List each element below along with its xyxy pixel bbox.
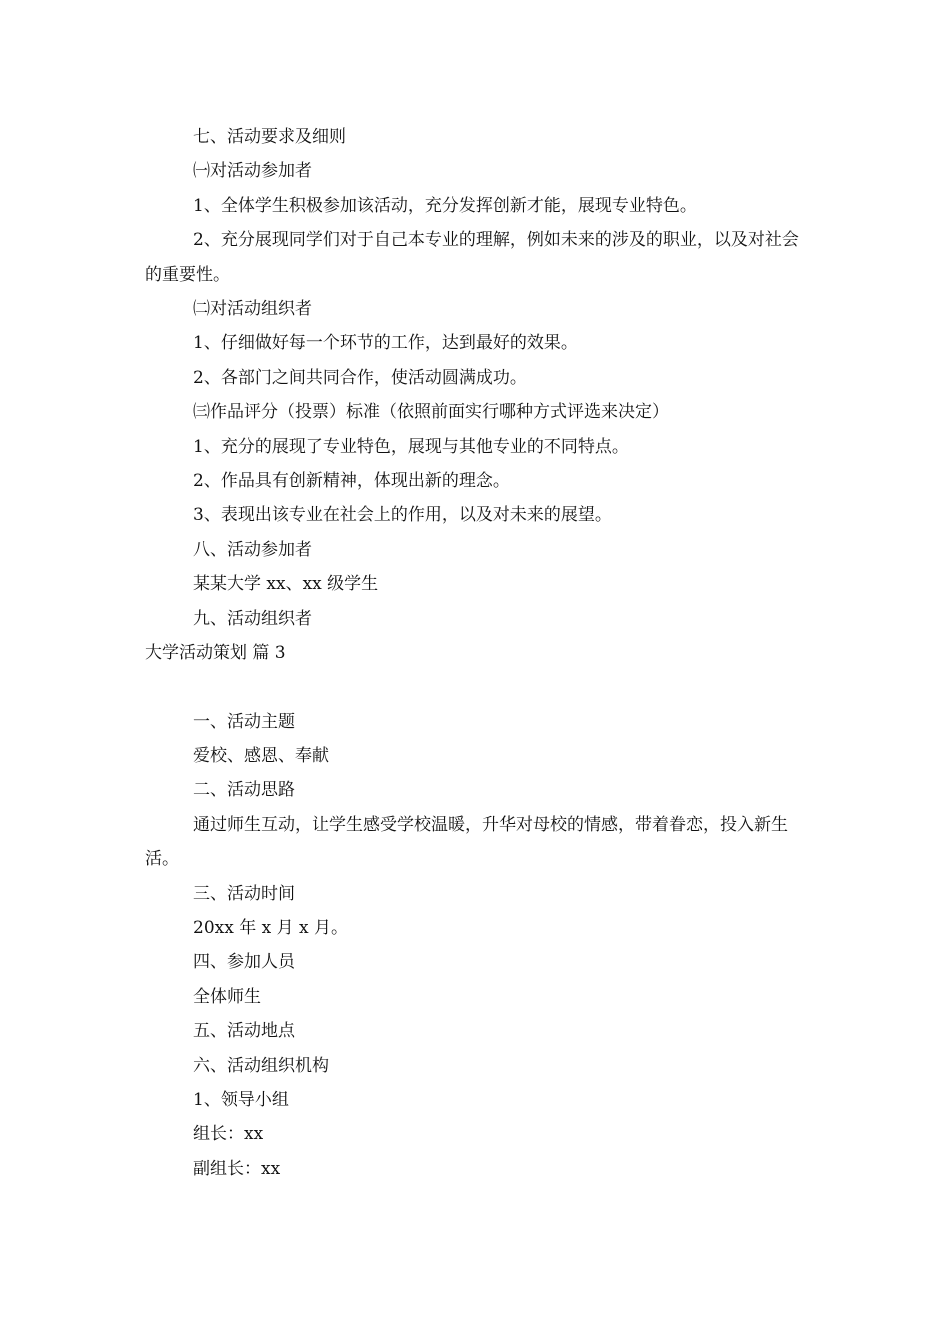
paragraph-line: 四、参加人员 — [193, 952, 295, 973]
paragraph-line: 某某大学 xx、xx 级学生 — [193, 574, 379, 595]
paragraph-line: 二、活动思路 — [193, 780, 295, 801]
paragraph-line: 五、活动地点 — [193, 1021, 295, 1042]
section-activity-requirements — [145, 120, 805, 636]
paragraph-line: 副组长：xx — [193, 1158, 281, 1179]
paragraph-line: 一、活动主题 — [193, 711, 295, 732]
paragraph-line: 1、仔细做好每一个环节的工作，达到最好的效果。 — [193, 333, 578, 354]
section-activity-plan-3 — [145, 705, 805, 1187]
paragraph-line: 2、充分展现同学们对于自己本专业的理解，例如未来的涉及的职业，以及对社会的重要性。 — [145, 230, 799, 285]
paragraph-line: 六、活动组织机构 — [193, 1055, 329, 1076]
paragraph-line: ㈡对活动组织者 — [193, 299, 312, 320]
paragraph-line: 1、全体学生积极参加该活动，充分发挥创新才能，展现专业特色。 — [193, 195, 697, 216]
paragraph-line: ㈢作品评分（投票）标准（依照前面实行哪种方式评选来决定） — [193, 402, 669, 423]
document-body — [145, 120, 805, 1186]
blank-line — [145, 671, 805, 705]
paragraph-line: 3、表现出该专业在社会上的作用，以及对未来的展望。 — [193, 505, 612, 526]
paragraph-line: 八、活动参加者 — [193, 539, 312, 560]
paragraph-line: 组长：xx — [193, 1124, 264, 1145]
section-heading: 大学活动策划 篇 3 — [145, 643, 286, 664]
paragraph-line: 三、活动时间 — [193, 883, 295, 904]
paragraph-line: 1、充分的展现了专业特色，展现与其他专业的不同特点。 — [193, 436, 629, 457]
paragraph-line: 2、各部门之间共同合作，使活动圆满成功。 — [193, 367, 527, 388]
paragraph-line: 通过师生互动，让学生感受学校温暖，升华对母校的情感，带着眷恋，投入新生活。 — [145, 814, 788, 870]
paragraph-line: 20xx 年 x 月 x 月。 — [193, 917, 349, 938]
paragraph-line: 2、作品具有创新精神，体现出新的理念。 — [193, 471, 510, 492]
paragraph-line: 九、活动组织者 — [193, 608, 312, 629]
paragraph-line: 1、领导小组 — [193, 1089, 289, 1110]
paragraph-line: 全体师生 — [193, 986, 261, 1007]
paragraph-line: 爱校、感恩、奉献 — [193, 745, 329, 766]
paragraph-line: 七、活动要求及细则 — [193, 127, 346, 147]
paragraph-line: ㈠对活动参加者 — [193, 161, 312, 182]
